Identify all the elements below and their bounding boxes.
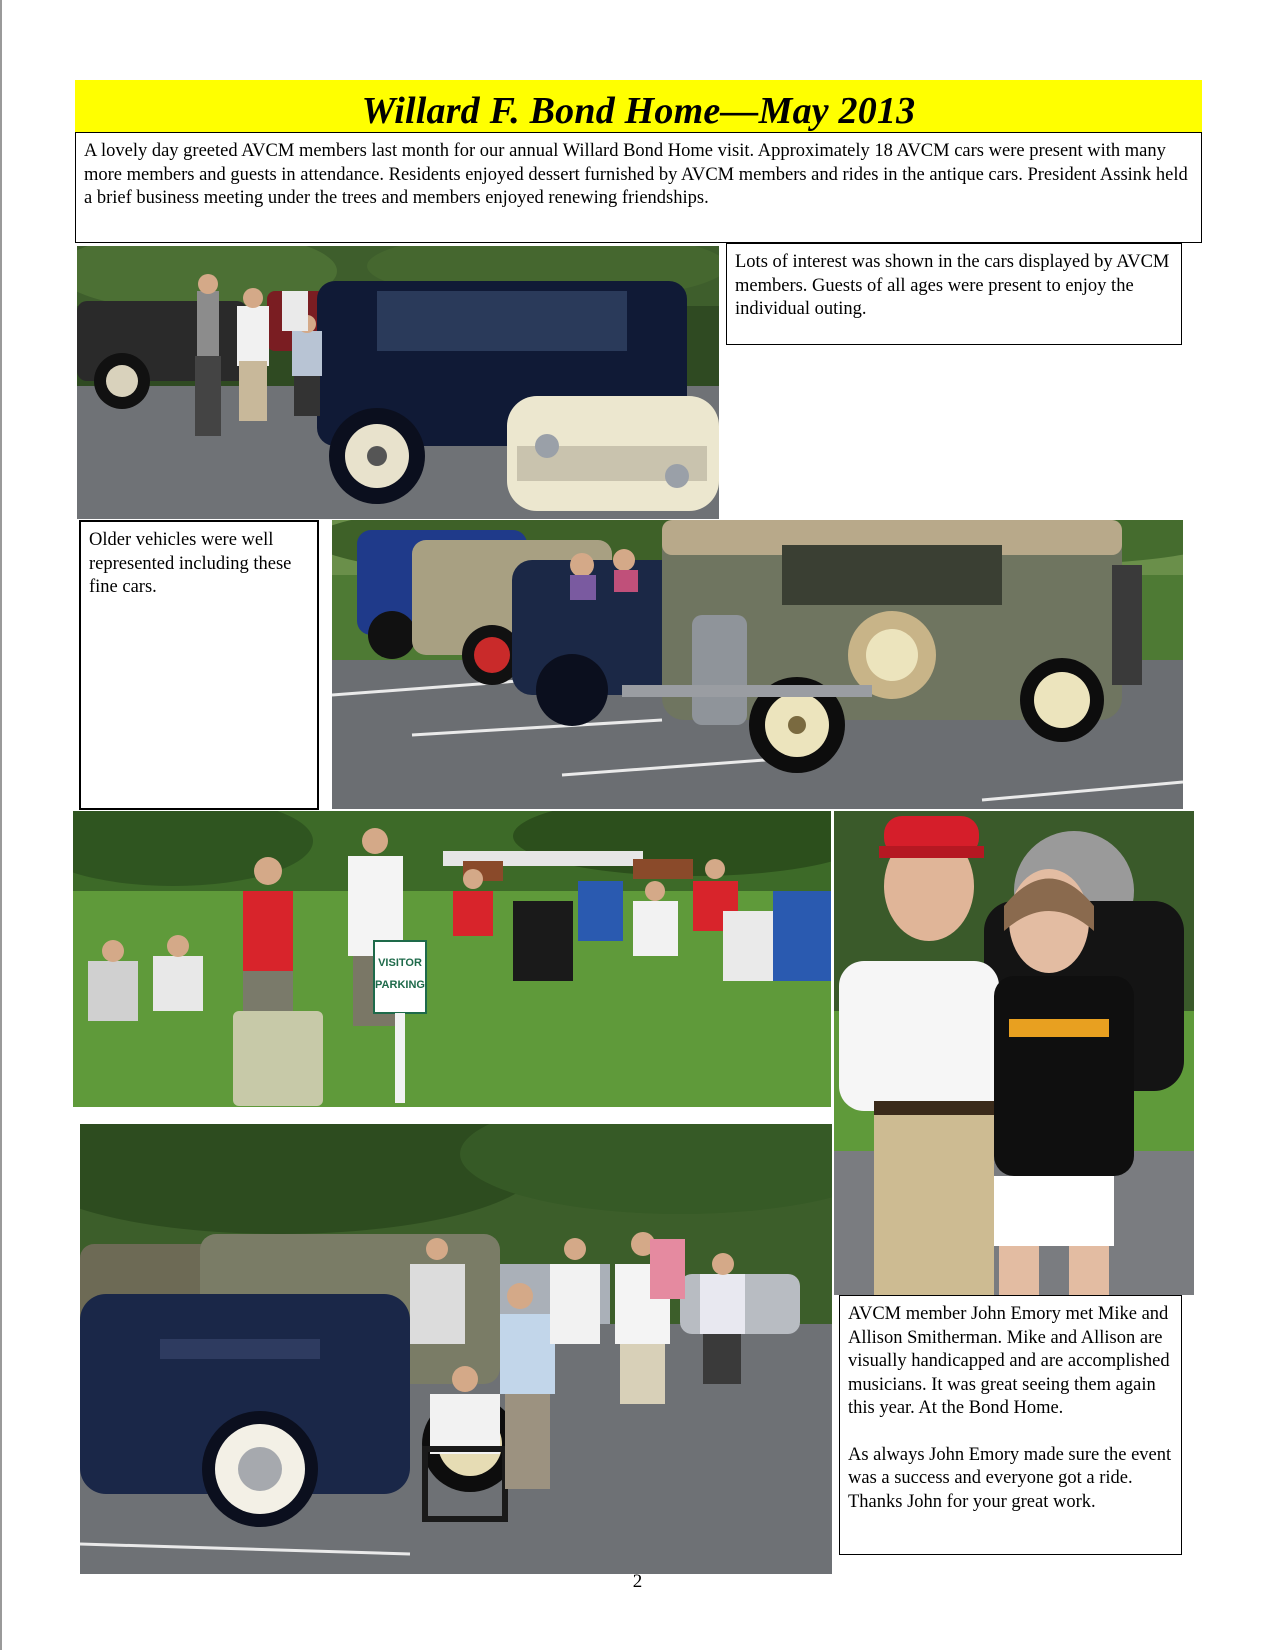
- sign-line-1: VISITOR: [378, 957, 422, 969]
- caption-older-text: Older vehicles were well represented including these fine cars.: [89, 530, 292, 597]
- caption-john-emory: [839, 1295, 1182, 1555]
- caption-emory-text-2: As always John Emory made sure the event was a success and everyone got a ride. Thanks John for your great work.: [848, 1444, 1172, 1512]
- page-edge: [0, 0, 2, 1650]
- page-title: Willard F. Bond Home—May 2013: [361, 90, 916, 132]
- photo-john-emory-portrait: [834, 811, 1194, 1295]
- caption-older-vehicles: [79, 520, 319, 810]
- caption-interest: [726, 243, 1182, 345]
- intro-textbox: [75, 132, 1202, 243]
- photo-cars-display: [77, 246, 719, 519]
- caption-interest-text: Lots of interest was shown in the cars displayed by AVCM members. Guests of all ages were present to enjoy the individual outing.: [735, 252, 1170, 319]
- title-banner: [75, 80, 1202, 132]
- page-number: 2: [632, 1571, 643, 1592]
- sign-line-2: PARKING: [375, 979, 425, 991]
- photo-parking-lot-guests: [80, 1124, 832, 1574]
- intro-text: A lovely day greeted AVCM members last month for our annual Willard Bond Home visit. Approximately 18 AVCM cars were present with many more members and guests in attendance. Residents enjoyed dessert furnished by AVCM members and rides in the antique cars. President Assink held a brief business meeting under the trees and members enjoyed renewing friendships.: [84, 141, 1188, 208]
- photo-lawn-gathering: [73, 811, 831, 1107]
- caption-emory-text-1: AVCM member John Emory met Mike and Allison Smitherman. Mike and Allison are visually handicapped and are accomplished musicians. It was great seeing them again this year. At the Bond Home.: [848, 1304, 1170, 1418]
- photo-older-vehicles: [332, 520, 1183, 809]
